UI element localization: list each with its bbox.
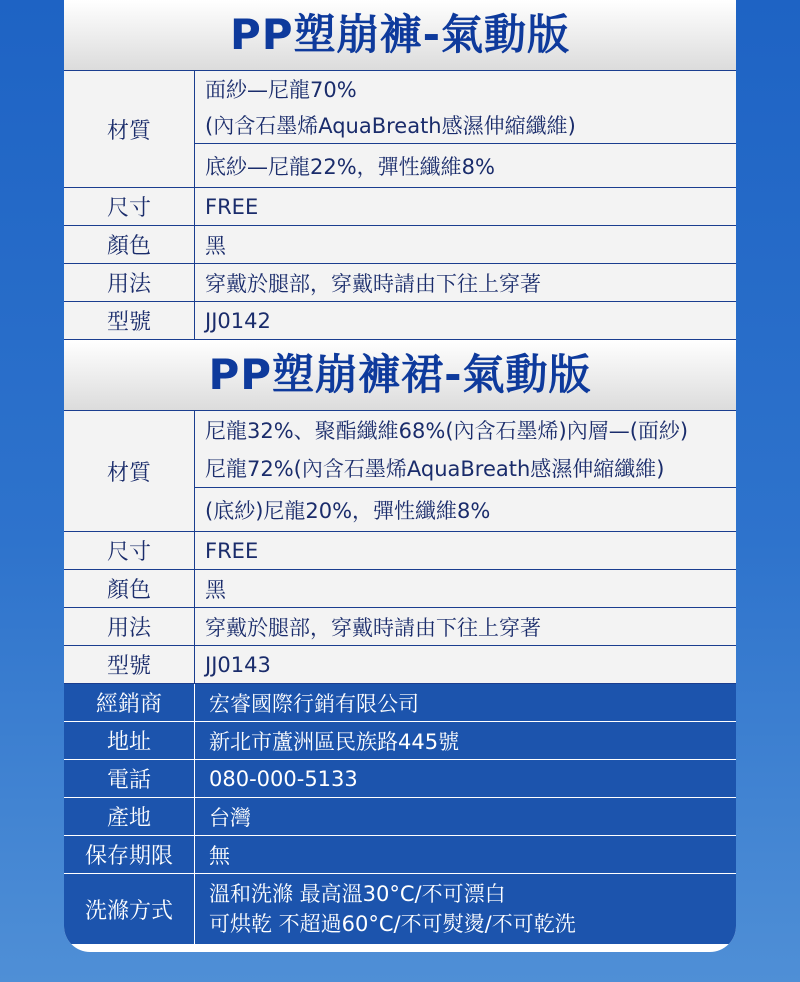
- material-row: [64, 411, 736, 532]
- info-row: [64, 836, 736, 874]
- row-label: 材質: [64, 411, 195, 531]
- row-label: 地址: [64, 722, 195, 759]
- row-value: FREE: [205, 539, 259, 563]
- row-label: 用法: [64, 264, 195, 301]
- info-row: [64, 760, 736, 798]
- spec-row: [64, 608, 736, 646]
- row-value: JJ0142: [205, 309, 271, 333]
- material-line: 底紗—尼龍22%，彈性纖維8%: [195, 143, 736, 187]
- spec-row: [64, 188, 736, 226]
- material-line: 面紗—尼龍70%: [205, 78, 357, 102]
- row-label: 經銷商: [64, 684, 195, 721]
- material-line: (內含石墨烯AquaBreath感濕伸縮纖維): [205, 114, 576, 138]
- row-value: 宏睿國際行銷有限公司: [209, 692, 419, 716]
- row-value: 黑: [205, 578, 226, 602]
- info-row: [64, 798, 736, 836]
- row-value: 穿戴於腿部，穿戴時請由下往上穿著: [205, 616, 541, 640]
- product-title: PP塑崩褲-氣動版: [64, 0, 736, 71]
- material-line: 尼龍72%(內含石墨烯AquaBreath感濕伸縮纖維): [205, 457, 665, 481]
- material-row: [64, 71, 736, 188]
- spec-row: [64, 264, 736, 302]
- spec-row: [64, 226, 736, 264]
- spec-row: [64, 532, 736, 570]
- wash-line: 溫和洗滌 最高溫30°C/不可漂白: [209, 882, 506, 906]
- row-value: 穿戴於腿部，穿戴時請由下往上穿著: [205, 272, 541, 296]
- row-label: 產地: [64, 798, 195, 835]
- wash-line: 可烘乾 不超過60°C/不可熨燙/不可乾洗: [209, 912, 576, 936]
- row-label: 型號: [64, 646, 195, 683]
- row-label: 尺寸: [64, 188, 195, 225]
- row-label: 尺寸: [64, 532, 195, 569]
- row-value: 080-000-5133: [209, 767, 358, 791]
- distributor-info: [64, 684, 736, 944]
- row-value: 無: [209, 844, 230, 868]
- product-title: PP塑崩褲裙-氣動版: [64, 340, 736, 411]
- material-line: (底紗)尼龍20%，彈性纖維8%: [195, 487, 736, 531]
- row-value: FREE: [205, 195, 259, 219]
- row-label: 保存期限: [64, 836, 195, 873]
- row-label: 顏色: [64, 226, 195, 263]
- row-value: 新北市蘆洲區民族路445號: [209, 730, 460, 754]
- row-value: JJ0143: [205, 653, 271, 677]
- wash-row: [64, 874, 736, 944]
- row-value: 黑: [205, 234, 226, 258]
- info-row: [64, 722, 736, 760]
- spec-row: [64, 302, 736, 340]
- row-label: 用法: [64, 608, 195, 645]
- material-line: 尼龍32%、聚酯纖維68%(內含石墨烯)內層—(面紗): [205, 419, 689, 443]
- row-value: 台灣: [209, 806, 251, 830]
- spec-sheet: [64, 0, 736, 952]
- spec-row: [64, 646, 736, 684]
- info-row: [64, 684, 736, 722]
- row-label: 型號: [64, 302, 195, 339]
- row-label: 材質: [64, 71, 195, 187]
- row-label: 顏色: [64, 570, 195, 607]
- row-label: 電話: [64, 760, 195, 797]
- spec-row: [64, 570, 736, 608]
- row-label: 洗滌方式: [64, 874, 195, 944]
